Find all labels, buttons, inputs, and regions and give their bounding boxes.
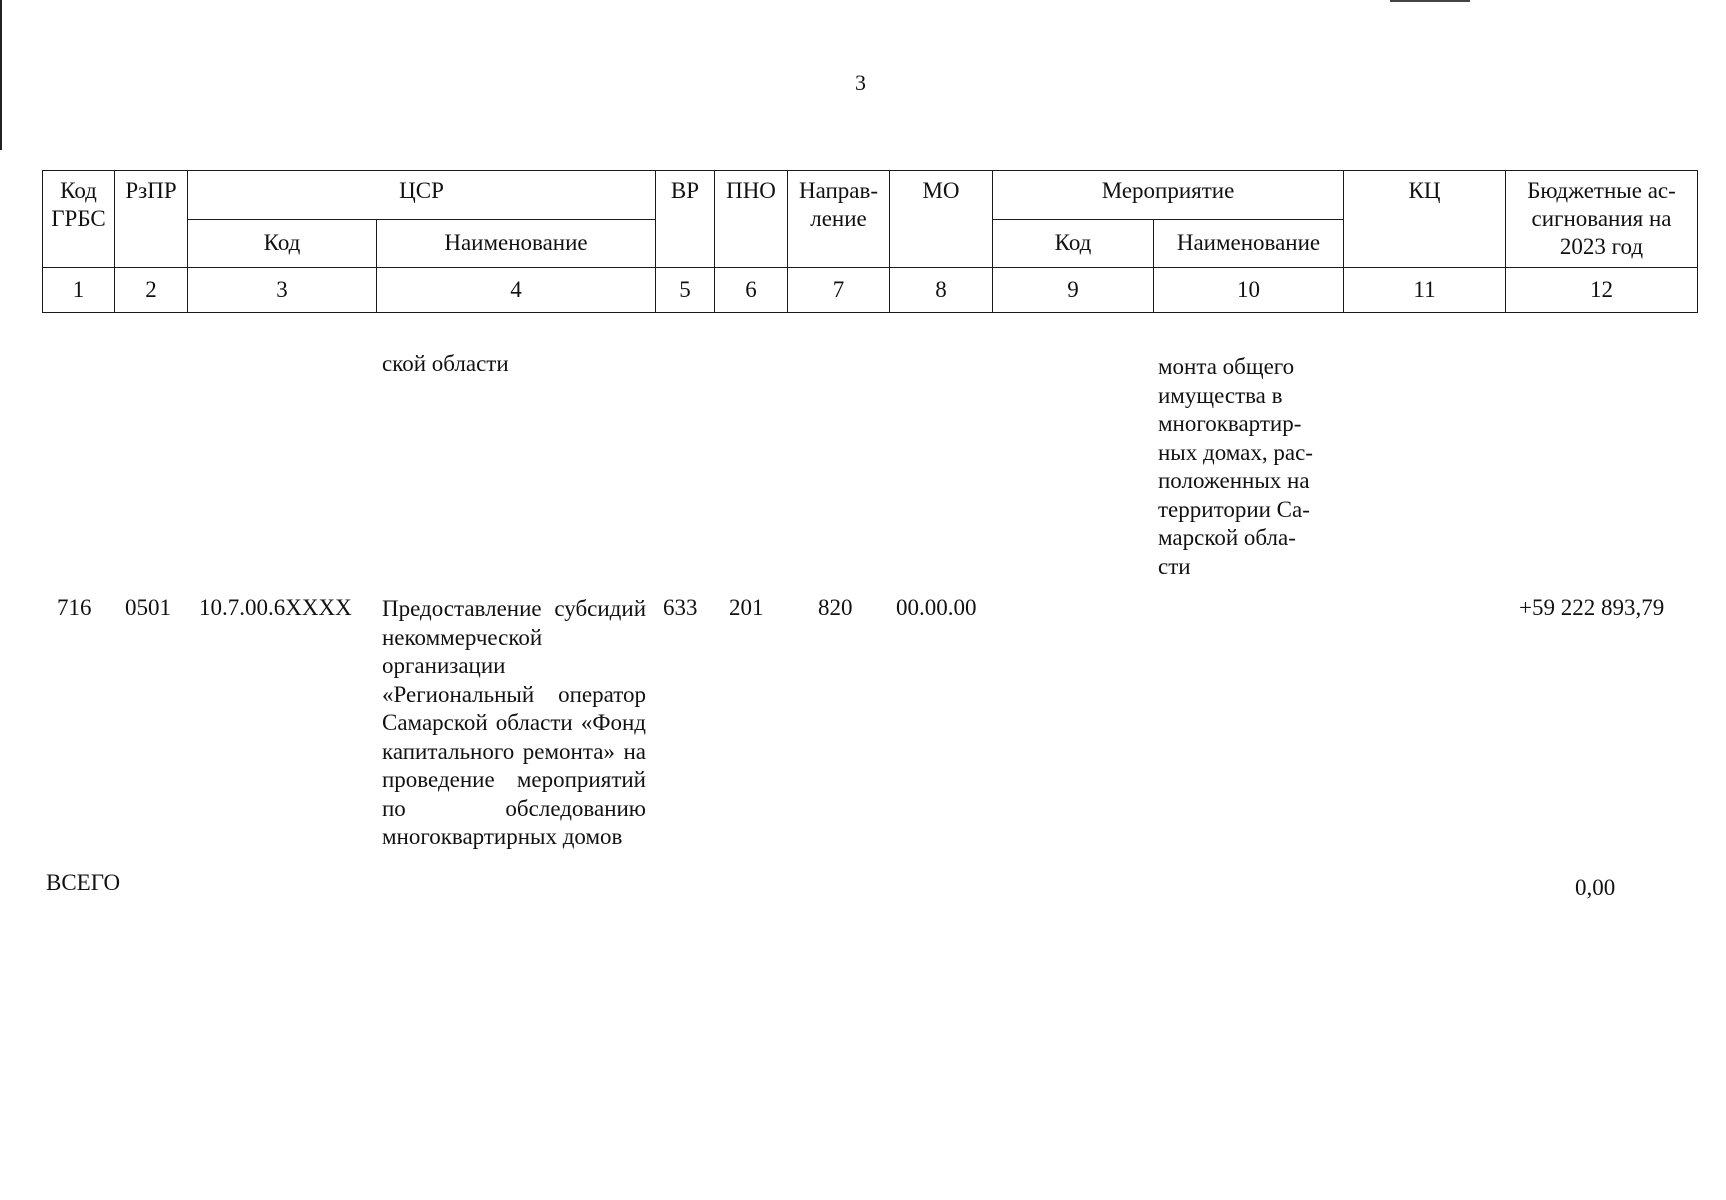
row-mo: 00.00.00 (896, 595, 977, 620)
row-budget: +59 222 893,79 (1519, 595, 1665, 620)
header-mer-kod: Код (993, 219, 1154, 268)
column-number: 12 (1506, 268, 1698, 313)
total-label: ВСЕГО (46, 870, 121, 895)
row-napravlenie: 820 (818, 595, 853, 620)
header-mo: МО (890, 171, 993, 268)
header-vr: ВР (656, 171, 715, 268)
header-pno: ПНО (715, 171, 788, 268)
continuation-line: сти (1158, 553, 1191, 579)
continuation-line: положенных на (1158, 468, 1310, 493)
header-rzpr: РзПР (115, 171, 188, 268)
column-number: 1 (43, 268, 115, 313)
column-number: 10 (1154, 268, 1344, 313)
column-number: 8 (890, 268, 993, 313)
column-number: 7 (788, 268, 890, 313)
page-left-edge (0, 0, 2, 150)
header-csr-name: Наименование (377, 219, 656, 268)
column-number: 4 (377, 268, 656, 313)
budget-table-header (42, 170, 1698, 313)
row-pno: 201 (729, 595, 764, 620)
page-top-mark (1390, 0, 1470, 2)
continuation-line: территории Са- (1158, 496, 1310, 522)
header-meropriyatie: Мероприятие (993, 171, 1344, 220)
header-csr-kod: Код (188, 219, 377, 268)
header-napravlenie: Направ-ление (788, 171, 890, 268)
continuation-line: ных домах, рас- (1158, 439, 1313, 465)
row-kod-grbs: 716 (57, 595, 92, 620)
column-number: 5 (656, 268, 715, 313)
header-budget: Бюджетные ас-сигнования на 2023 год (1506, 171, 1698, 268)
meropriyatie-name-continuation (1158, 353, 1328, 581)
continuation-line: марской обла- (1158, 525, 1296, 550)
header-kc: КЦ (1344, 171, 1506, 268)
column-number: 11 (1344, 268, 1506, 313)
column-number: 6 (715, 268, 788, 313)
column-number-row (43, 268, 1698, 313)
column-number: 3 (188, 268, 377, 313)
continuation-line: многоквартир- (1158, 411, 1302, 436)
page-number: 3 (855, 70, 866, 95)
continuation-line: монта общего (1158, 354, 1295, 379)
header-mer-name: Наименование (1154, 219, 1344, 268)
column-number: 9 (993, 268, 1154, 313)
header-csr: ЦСР (188, 171, 656, 220)
csr-name-continuation: ской области (382, 351, 509, 376)
total-value: 0,00 (1575, 875, 1616, 900)
header-kod-grbs: Код ГРБС (43, 171, 115, 268)
row-vr: 633 (663, 595, 698, 620)
row-csr-kod: 10.7.00.6XXXX (199, 595, 352, 620)
column-number: 2 (115, 268, 188, 313)
header-row-top (43, 171, 1698, 220)
row-csr-name: Предоставление субсидий некоммерческой организации «Региональный оператор Самарской области «Фонд капитального ремонта» на проведение мероприятий по обследованию многоквартирных домов (382, 596, 646, 849)
row-rzpr: 0501 (125, 595, 171, 620)
continuation-line: имущества в (1158, 382, 1283, 408)
